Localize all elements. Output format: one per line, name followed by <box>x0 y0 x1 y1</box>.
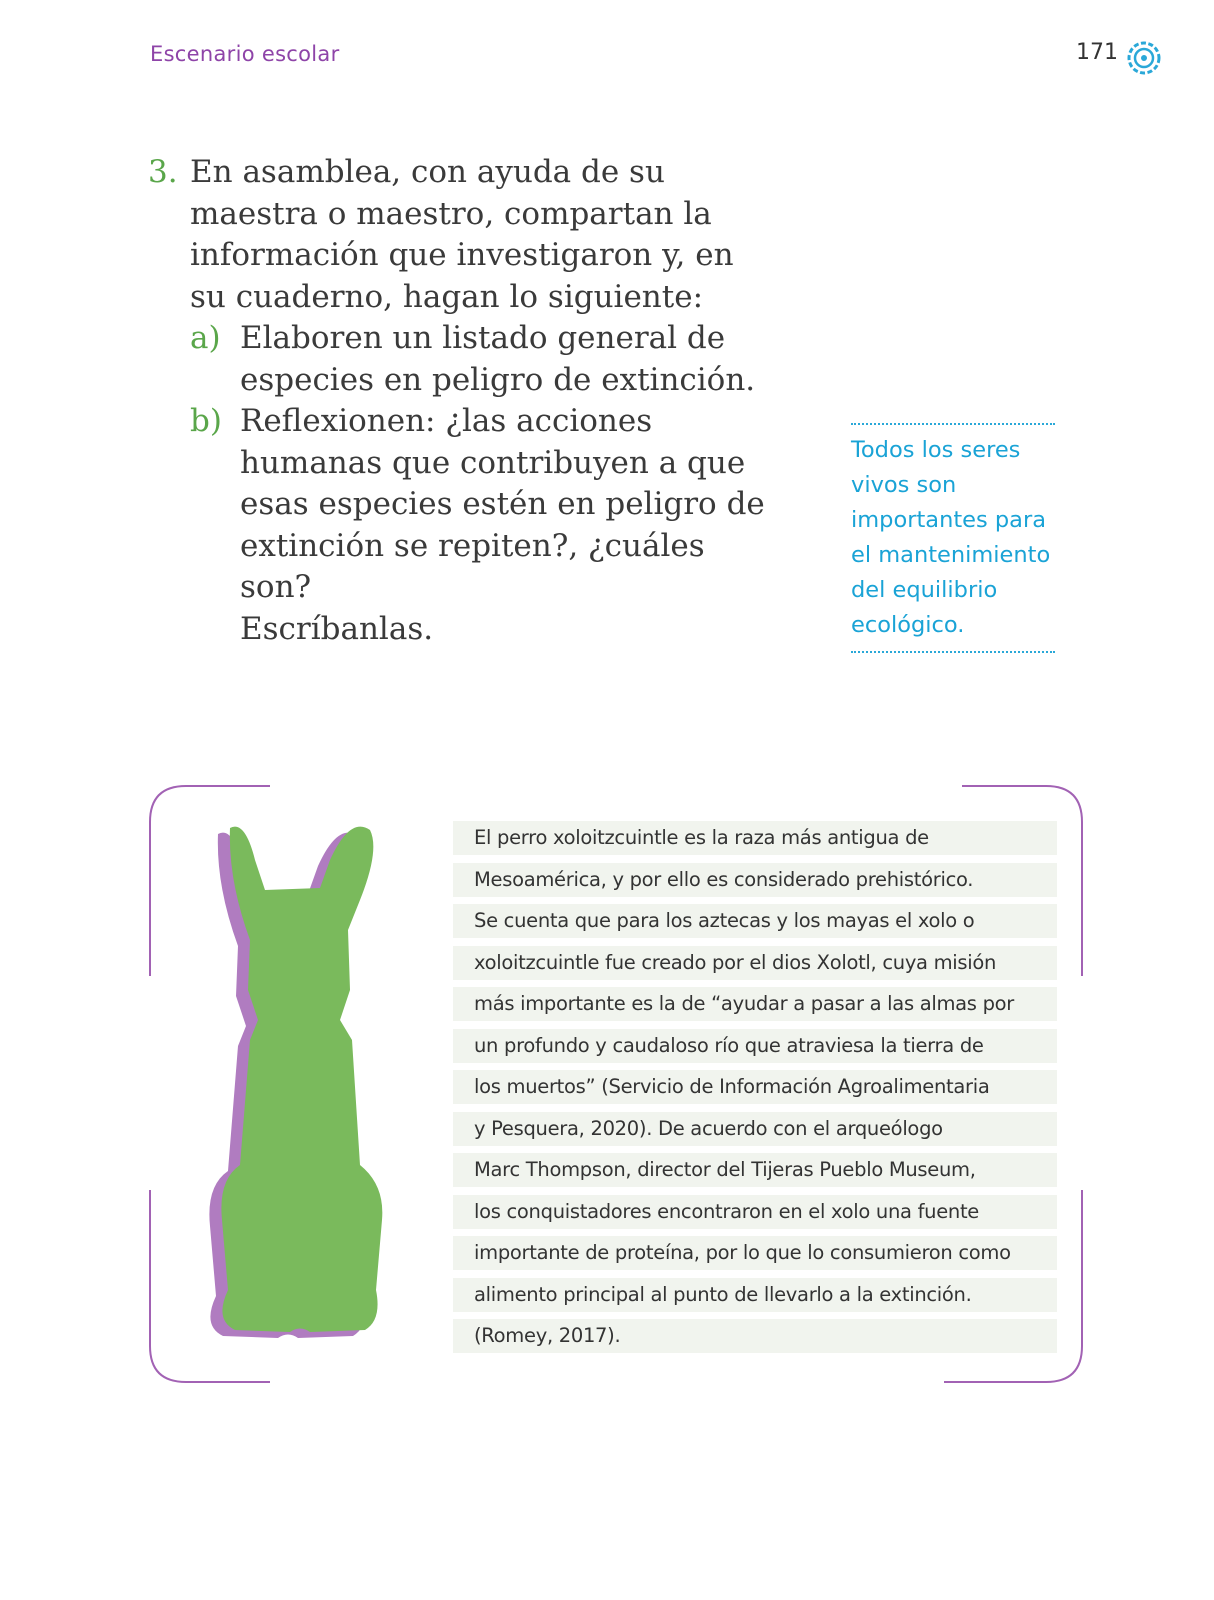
sub-item-line: especies en peligro de extinción. <box>240 361 756 398</box>
intro-line: su cuaderno, hagan lo siguiente: <box>190 278 704 315</box>
sub-item-line: Escríbanlas. <box>240 610 434 647</box>
note-line: ecológico. <box>851 612 965 638</box>
intro-line: maestra o maestro, compartan la <box>190 195 712 232</box>
info-line: Marc Thompson, director del Tijeras Pueblo Museum, <box>453 1153 1057 1187</box>
intro-line: información que investigaron y, en <box>190 237 734 273</box>
intro-line: En asamblea, con ayuda de su <box>190 154 665 190</box>
info-line: y Pesquera, 2020). De acuerdo con el arqueólogo <box>453 1112 1057 1146</box>
sub-item-letter: a) <box>190 320 221 356</box>
info-line: Se cuenta que para los aztecas y los mayas el xolo o <box>453 904 1057 938</box>
note-line: del equilibrio <box>851 577 998 603</box>
section-title: Escenario escolar <box>150 42 340 66</box>
info-line: El perro xoloitzcuintle es la raza más antigua de <box>453 821 1057 855</box>
note-line: el mantenimiento <box>851 542 1051 568</box>
info-line: un profundo y caudaloso río que atraviesa la tierra de <box>453 1029 1057 1063</box>
info-line: los muertos” (Servicio de Información Agroalimentaria <box>453 1070 1057 1104</box>
xolo-dog-silhouette <box>200 820 400 1360</box>
sub-item-line: extinción se repiten?, ¿cuáles son? <box>240 527 705 605</box>
sub-item-line: humanas que contribuyen a que <box>240 444 746 481</box>
info-line: importante de proteína, por lo que lo consumieron como <box>453 1236 1057 1270</box>
note-line: vivos son <box>851 472 957 498</box>
info-line: los conquistadores encontraron en el xolo una fuente <box>453 1195 1057 1229</box>
info-line: más importante es la de “ayudar a pasar a las almas por <box>453 987 1057 1021</box>
sub-item-letter: b) <box>190 403 222 439</box>
note-line: importantes para <box>851 507 1046 533</box>
note-line: Todos los seres <box>851 437 1021 463</box>
info-line: alimento principal al punto de llevarlo a la extinción. <box>453 1278 1057 1312</box>
info-line: (Romey, 2017). <box>453 1319 1057 1353</box>
sub-item-line: esas especies estén en peligro de <box>240 486 765 522</box>
step-number: 3. <box>148 154 178 190</box>
sub-item-line: Elaboren un listado general de <box>240 320 726 356</box>
info-box <box>453 821 1057 1361</box>
page-number: 171 <box>1076 40 1118 65</box>
sub-item-line: Reflexionen: ¿las acciones <box>240 403 653 439</box>
info-line: Mesoamérica, y por ello es considerado prehistórico. <box>453 863 1057 897</box>
info-line: xoloitzcuintle fue creado por el dios Xolotl, cuya misión <box>453 946 1057 980</box>
